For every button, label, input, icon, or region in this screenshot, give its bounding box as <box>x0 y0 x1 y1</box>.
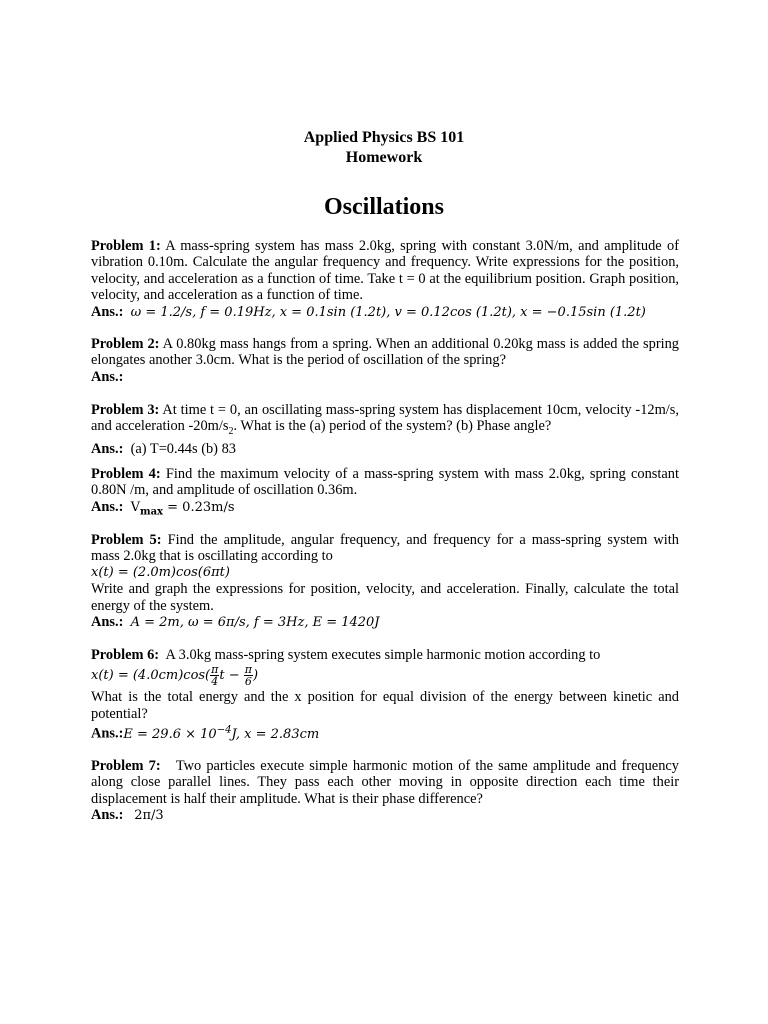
answer-part: E = 29.6 × 10 <box>123 726 217 742</box>
problem-6-text2: What is the total energy and the x position for equal division of the energy between kinetic and potential? <box>91 689 679 722</box>
problem-6 <box>91 647 679 743</box>
problem-5-equation: x(t) = (2.0m)cos(6πt) <box>91 564 230 580</box>
problem-6-answer <box>91 722 679 743</box>
answer-value <box>130 499 235 518</box>
answer-part: J, x = 2.83cm <box>231 726 320 742</box>
answer-value <box>123 724 320 742</box>
problem-7-label: Problem 7: <box>91 758 161 774</box>
problem-6-label: Problem 6: <box>91 647 160 663</box>
answer-exponent: −4 <box>216 724 232 736</box>
problem-3-text: At time t = 0, an oscillating mass-spring system has displacement 10cm, velocity -12m/s, and acceleration -20m/s <box>91 402 679 435</box>
fraction-denominator: 6 <box>244 675 252 689</box>
problem-7-statement <box>91 758 679 807</box>
equation-part: x(t) = (4.0cm)cos( <box>91 668 211 684</box>
equation-part: t − <box>219 668 244 684</box>
problem-1-answer <box>91 304 679 321</box>
answer-v: V <box>130 499 140 515</box>
problem-5-text: Find the amplitude, angular frequency, and frequency for a mass-spring system with mass 2.0kg that is oscillating according to <box>91 532 679 565</box>
answer-value: A = 2m, ω = 6π/s, f = 3Hz, E = 1420J <box>130 615 380 631</box>
answer-rest: = 0.23m/s <box>163 499 235 515</box>
answer-label: Ans.: <box>91 725 124 742</box>
answer-value: 2π/3 <box>134 808 164 824</box>
course-title: Applied Physics BS 101 <box>303 129 465 146</box>
problem-5-text2: Write and graph the expressions for position, velocity, and acceleration. Finally, calculate the total energy of the system. <box>91 581 679 614</box>
fraction-pi-over-4 <box>210 664 219 687</box>
fraction-denominator: 4 <box>211 675 219 689</box>
problem-2-statement <box>91 336 679 369</box>
problem-6-equation <box>91 663 679 689</box>
problem-7-answer <box>91 807 679 824</box>
answer-subscript: max <box>139 506 164 518</box>
problem-2-label: Problem 2: <box>91 336 160 352</box>
problem-7 <box>91 758 679 825</box>
homework-heading: Homework <box>345 149 423 166</box>
problem-3-subscript: 2 <box>228 426 234 438</box>
problem-5 <box>91 532 679 631</box>
answer-label: Ans.: <box>91 440 124 457</box>
answer-label: Ans.: <box>91 498 124 515</box>
answer-value: (a) T=0.44s (b) 83 <box>130 440 236 457</box>
problem-2-answer <box>91 369 679 385</box>
problem-4-text: Find the maximum velocity of a mass-spring system with mass 2.0kg, spring constant 0.80N /m, and amplitude of oscillation 0.36m. <box>91 466 679 499</box>
problem-2 <box>91 336 679 385</box>
problem-1-label: Problem 1: <box>91 238 161 254</box>
problem-4-answer <box>91 499 679 521</box>
fraction-numerator: π <box>244 663 252 677</box>
problem-6-text: A 3.0kg mass-spring system executes simple harmonic motion according to <box>165 647 601 663</box>
answer-label: Ans.: <box>91 368 124 385</box>
answer-label: Ans.: <box>91 303 124 320</box>
fraction-pi-over-6 <box>244 664 253 687</box>
answer-value: ω = 1.2/s, f = 0.19Hz, x = 0.1sin (1.2t), v = 0.12cos (1.2t), x = −0.15sin (1.2t) <box>130 304 646 320</box>
problem-1-statement <box>91 238 679 304</box>
problem-3-text-end: . What is the (a) period of the system? (b) Phase angle? <box>233 418 552 435</box>
problem-7-text: Two particles execute simple harmonic motion of the same amplitude and frequency along close parallel lines. They pass each other moving in opposite direction each time their displacement is half their amplitude. What is their phase difference? <box>91 758 679 807</box>
problem-2-text: A 0.80kg mass hangs from a spring. When an additional 0.20kg mass is added the spring elongates another 3.0cm. What is the period of oscillation of the spring? <box>91 336 680 369</box>
problem-3-label: Problem 3: <box>91 402 160 418</box>
problem-1-text: A mass-spring system has mass 2.0kg, spring with constant 3.0N/m, and amplitude of vibration 0.10m. Calculate the angular frequency and frequency. Write expressions for the position, velocity, and acceleration as a function of time. Take t = 0 at the equilibrium position. Graph position, velocity, and acceleration as a function of time. <box>91 238 679 304</box>
problem-1 <box>91 238 679 321</box>
problem-6-statement <box>91 647 679 663</box>
problem-3-answer <box>91 441 679 457</box>
problem-3 <box>91 402 679 457</box>
equation-part: ) <box>253 668 259 684</box>
fraction-numerator: π <box>211 663 219 677</box>
problem-4-label: Problem 4: <box>91 466 161 482</box>
problem-5-answer <box>91 614 679 631</box>
answer-label: Ans.: <box>91 807 124 824</box>
problem-4-statement <box>91 466 679 499</box>
problem-5-label: Problem 5: <box>91 532 162 548</box>
answer-label: Ans.: <box>91 614 124 631</box>
problem-4 <box>91 466 679 521</box>
problem-5-statement <box>91 532 679 565</box>
problem-3-statement <box>91 402 679 441</box>
page-title: Oscillations <box>323 194 444 220</box>
